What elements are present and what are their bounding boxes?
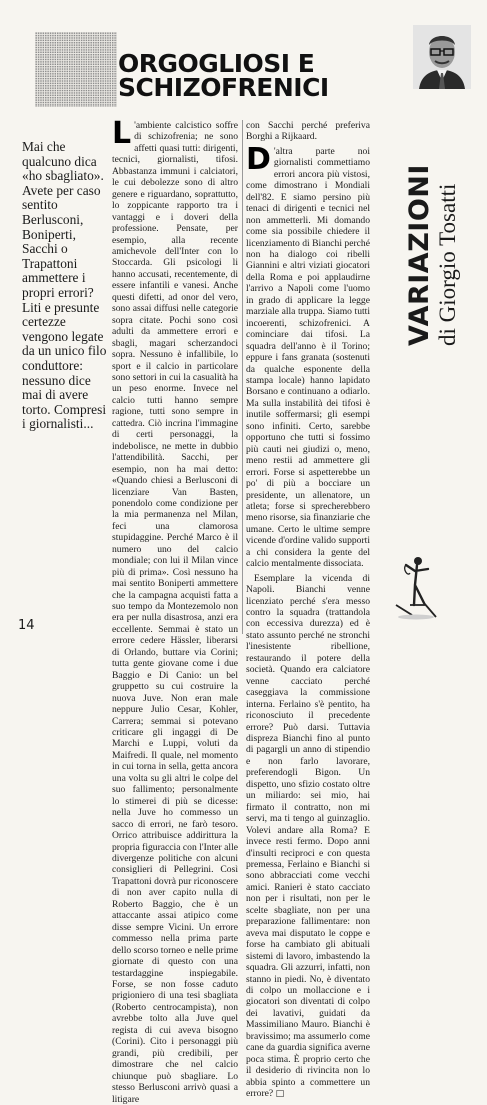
drop-cap: D: [246, 141, 271, 177]
sidebar-standfirst: Mai che qualcuno dica «ho sbagliato». Avete per caso sentito Berlusconi, Boniperti, Sacchi o Trapattoni ammettere i propri errori? Liti e presunte certezze vengono legate da un unico filo conduttore: nessuno dice mai di avere torto. Compresi i giornalisti...: [22, 139, 107, 432]
paragraph: [246, 141, 370, 570]
article-column-2: [246, 120, 370, 1100]
end-mark: □: [275, 1089, 285, 1100]
series-title: VARIAZIONI: [404, 164, 435, 346]
author-byline: di Giorgio Tosatti: [435, 183, 460, 346]
page-number: 14: [18, 618, 35, 633]
paragraph-text: 'ambiente calcistico soffre di schizofrenia; ne sono affetti quasi tutti: dirigenti, tecnici, giornalisti, tifosi. Abbastanza immuni i calciatori, le cui debolezze sono di altro genere e riguardano, soprattutto, lo zoppicante rapporto tra i vantaggi e i doveri della professione. Pensate, per esempio, alla recente amichevole dell'Inter con lo Stoccarda. Gli psicologi li hanno accusati, recentemente, di essere infantili e vanesi. Anche questi difetti, ad onor del vero, sono assai diffusi nelle categorie sopra citate. Pochi sono così adulti da ammettere errori e sbagli, magari scherzandoci sopra. Nessuno è infallibile, lo sport e il calcio in particolare sono settori in cui la casualità ha un peso enorme. Invece nel calcio tutti hanno sempre ragione, tutti sono sempre in cattedra. Ciò incrina l'immagine di certi personaggi, la indebolisce, ne mette in dubbio l'attendibilità. Sacchi, per esempio, non ha mai detto: «Quando chiesi a Berlusconi di licenziare Van Basten, ponendolo come condizione per la mia permanenza nel Milan, feci una clamorosa stupidaggine. Perché Marco è il numero uno del calcio mondiale; con lui il Milan vince più di prima». Così nessuno ha mai sentito Boniperti ammettere che la campagna acquisti fatta a suo tempo da Montezemolo non era per nulla disastrosa, anzi era eccellente. Semmai è stato un errore cedere Hässler, liberarsi di Orlando, buttare via Corini; tutta gente giovane come i due Baggio e Di Canio: un bel gruppetto su cui costruire la nuova Juve. Non eran male neppure Julio Cesar, Kohler, Carrera; semmai si potevano criticare gli ingaggi di De Marchi e Luppi, voluti da Maifredi. Il quale, nel momento in cui torna in sella, getta ancora una volta su gli altri le colpe del suo fallimento; personalmente lo stimerei di più se dicesse: nella Juve ho commesso un sacco di errori, ne farò tesoro. Orrico attribuisce addirittura la propria figuraccia con l'Inter alle divergenze politiche con alcuni consiglieri di Pellegrini. Così Trapattoni dovrà pur riconoscere di non aver capito nulla di Roberto Baggio, che è un attaccante assai atipico come disse sempre Vicini. Un errore commesso nella prima parte dello scorso torneo e nelle prime giornate di questo con una testardaggine inspiegabile. Forse, se non fosse caduto prigioniero di una tesi sbagliata (Roberto centrocampista), non avrebbe tolto alla Juve quel regista di cui aveva bisogno (Corini). Cito i personaggi più grandi, più credibili, per dimostrare che nel calcio chiunque può sbagliare. Lo stesso Berlusconi arrivò quasi a litigare: [112, 120, 238, 1105]
article-column-1: [112, 116, 238, 1105]
article-title: [118, 49, 329, 102]
author-portrait-drawing: [413, 25, 471, 89]
paragraph: con Sacchi perché preferiva Borghi a Rijkaard.: [246, 120, 370, 143]
paragraph-text: Esemplare la vicenda di Napoli. Bianchi venne licenziato perché s'era messo contro la squadra (trattandola con eccessiva durezza) ed è stato assunto perché ne stronchi l'inesistente ribellione, restaurando il potere della società. Quando era calciatore venne cacciato perché caseggiava la commissione interna. Ferlaino s'è pentito, ha riconosciuto il precedente errore? Può darsi. Tuttavia dispreza Bianchi fino al punto di pagargli un anno di stipendio e non farlo lavorare, preferendogli Bigon. Un dispetto, uno sfizio costato oltre un miliardo: sei mio, hai firmato il contratto, non mi servi, ma ti tengo al guinzaglio. Volevi andare alla Roma? E invece resti fermo. Dopo anni d'insulti reciproci e con questa premessa, Ferlaino e Bianchi si sono abbracciati come vecchi amici. Ranieri è stato cacciato non per i risultati, non per le scelte sbagliate, non per una preparazione fallimentare: non aveva mai disputato le coppe e forse ha cambiato gli abituali sistemi di lavoro, imbastendo la squadra. Gli azzurri, infatti, non stanno in piedi. No, è diventato di colpo un mollaccione e i giocatori son diventati di colpo dei lavativi, guidati da Massimiliano Mauro. Bianchi è bravissimo; ma assumerlo come cane da guardia significa averne poca stima. È proprio certo che il desiderio di rivincita non lo abbia spinto a commettere un errore?: [246, 572, 370, 1100]
column-rule: [242, 120, 243, 634]
paragraph: [246, 573, 370, 1101]
halftone-graphic: [35, 32, 117, 107]
author-portrait: [413, 25, 471, 89]
paragraph: [112, 116, 238, 1105]
juggler-illustration: [384, 555, 446, 625]
drop-cap: L: [112, 116, 132, 151]
title-line-2: SCHIZOFRENICI: [118, 73, 329, 102]
column-banner: [404, 96, 460, 346]
title-line-1: ORGOGLIOSI E: [118, 49, 315, 78]
paragraph-text: 'altra parte noi giornalisti commettiamo errori ancora più vistosi, come dimostrano i Mondiali dell'82. E siamo persino più tenaci di dirigenti e tecnici nel non ammetterli. Mi domando come sia possibile chiedere il licenziamento di Bianchi perché non ha dialogo coi ribelli Giannini e altri viziati giocatori della Roma e poi applaudirne l'arrivo a Napoli come l'uomo in grado di applicare la legge marziale alla truppa. Siamo tutti incoerenti, schizofrenici. A cominciare dai tifosi. La squadra dell'anno è il Torino; eppure i fans granata (sostenuti da qualche esponente della stampa locale) hanno lapidato Borsano e continuano a odiarlo. Ma sulla instabilità dei tifosi è inutile soffermarsi; gli esempi sono infiniti. Certo, sarebbe opportuno che tutti si fossimo più cauti nei giudizi o, meno, meno restii ad ammettere gli errori. Forse si aspetterebbe un po' di più a bocciare un presidente, un allenatore, un atleta; forse si sprecherebbero meno risorse, sia finanziarie che umane. Certo le ultime sempre vicende d'ordine valido supporti a chi considera la gente del calcio mentalmente dissociata.: [246, 145, 370, 570]
